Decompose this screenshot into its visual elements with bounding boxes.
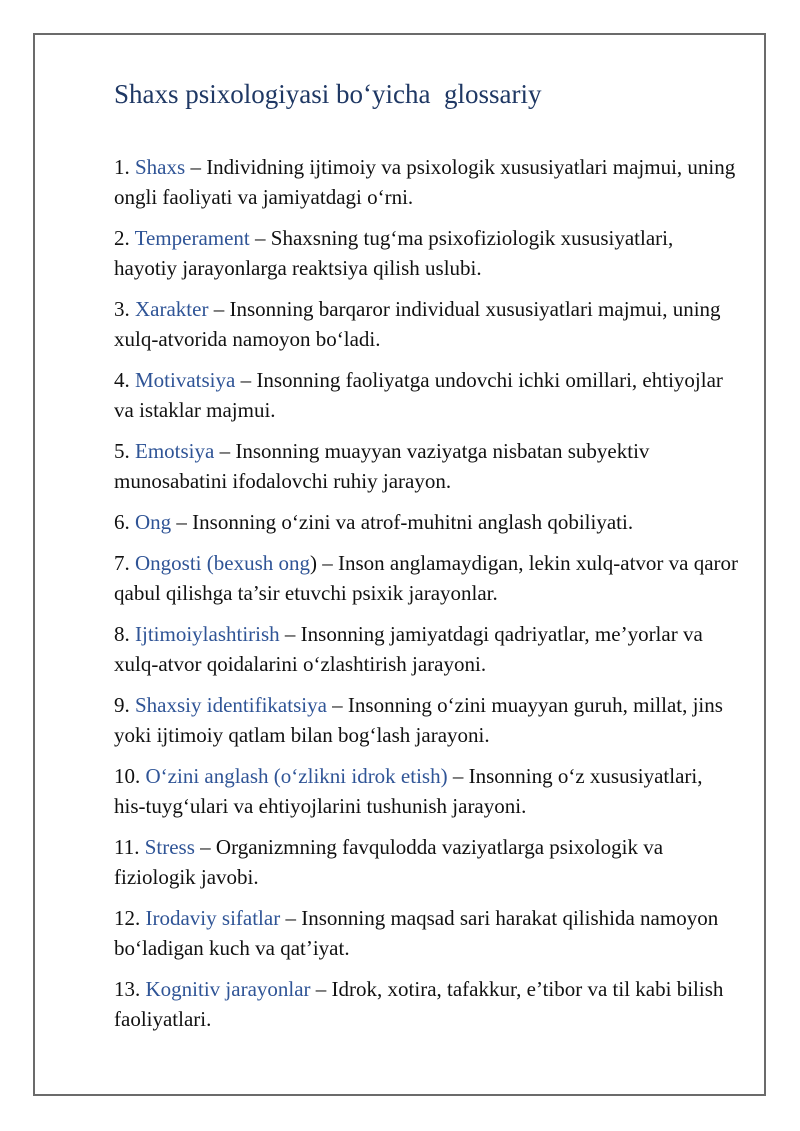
glossary-entry (114, 690, 739, 750)
term-definition: – Insonning maqsad sari harakat qilishida namoyon bo‘ladigan kuch va qat’iyat. (114, 906, 719, 960)
glossary-term: Ong (135, 510, 172, 534)
glossary-term: Xarakter (135, 297, 209, 321)
glossary-list (114, 152, 739, 1045)
glossary-term: Irodaviy sifatlar (145, 906, 281, 930)
entry-number: 13. (114, 977, 141, 1001)
glossary-term: Motivatsiya (135, 368, 236, 392)
term-definition: – Organizmning favqulodda vaziyatlarga psixologik va fiziologik javobi. (114, 835, 664, 889)
term-definition: – Insonning jamiyatdagi qadriyatlar, me’yorlar va xulq-atvor qoidalarini o‘zlashtirish jarayoni. (114, 622, 703, 676)
entry-number: 6. (114, 510, 130, 534)
entry-number: 10. (114, 764, 141, 788)
entry-number: 8. (114, 622, 130, 646)
entry-number: 9. (114, 693, 130, 717)
term-definition: – Insonning faoliyatga undovchi ichki omillari, ehtiyojlar va istaklar majmui. (114, 368, 723, 422)
entry-number: 7. (114, 551, 130, 575)
glossary-entry (114, 974, 739, 1034)
term-definition: – Insonning o‘zini muayyan guruh, millat, jins yoki ijtimoiy qatlam bilan bog‘lash jarayoni. (114, 693, 723, 747)
entry-number: 11. (114, 835, 140, 859)
term-definition: – Shaxsning tug‘ma psixofiziologik xususiyatlari, hayotiy jarayonlarga reaktsiya qilish uslubi. (114, 226, 674, 280)
glossary-entry (114, 548, 739, 608)
glossary-entry (114, 152, 739, 212)
glossary-entry (114, 761, 739, 821)
glossary-entry (114, 832, 739, 892)
term-definition: – Insonning o‘zini va atrof-muhitni anglash qobiliyati. (176, 510, 634, 534)
entry-number: 2. (114, 226, 130, 250)
glossary-term: Ongosti (bexush ong (135, 551, 310, 575)
glossary-term: Stress (144, 835, 195, 859)
glossary-term: Temperament (134, 226, 250, 250)
entry-number: 3. (114, 297, 130, 321)
glossary-term: Emotsiya (135, 439, 215, 463)
glossary-term: Shaxsiy identifikatsiya (135, 693, 327, 717)
glossary-term: Shaxs (135, 155, 186, 179)
glossary-entry (114, 436, 739, 496)
glossary-entry (114, 294, 739, 354)
entry-number: 1. (114, 155, 130, 179)
term-definition: – Insonning o‘z xususiyatlari, his-tuyg‘ulari va ehtiyojlarini tushunish jarayoni. (114, 764, 703, 818)
glossary-entry (114, 223, 739, 283)
entry-number: 4. (114, 368, 130, 392)
document-title: Shaxs psixologiyasi bo‘yicha glossariy (114, 79, 542, 109)
glossary-entry (114, 507, 739, 537)
glossary-entry (114, 619, 739, 679)
glossary-entry (114, 365, 739, 425)
term-definition: – Individning ijtimoiy va psixologik xususiyatlari majmui, uning ongli faoliyati va jamiyatdagi o‘rni. (114, 155, 736, 209)
term-definition: – Idrok, xotira, tafakkur, e’tibor va til kabi bilish faoliyatlari. (114, 977, 724, 1031)
term-definition: – Insonning barqaror individual xususiyatlari majmui, uning xulq-atvorida namoyon bo‘ladi. (114, 297, 721, 351)
glossary-term: O‘zini anglash (o‘zlikni idrok etish) (145, 764, 448, 788)
glossary-term: Kognitiv jarayonlar (145, 977, 311, 1001)
entry-number: 5. (114, 439, 130, 463)
glossary-term: Ijtimoiylashtirish (135, 622, 280, 646)
term-definition: – Insonning muayyan vaziyatga nisbatan subyektiv munosabatini ifodalovchi ruhiy jarayon. (114, 439, 650, 493)
entry-number: 12. (114, 906, 141, 930)
glossary-entry (114, 903, 739, 963)
term-definition: ) – Inson anglamaydigan, lekin xulq-atvor va qaror qabul qilishga ta’sir etuvchi psixik jarayonlar. (114, 551, 739, 605)
